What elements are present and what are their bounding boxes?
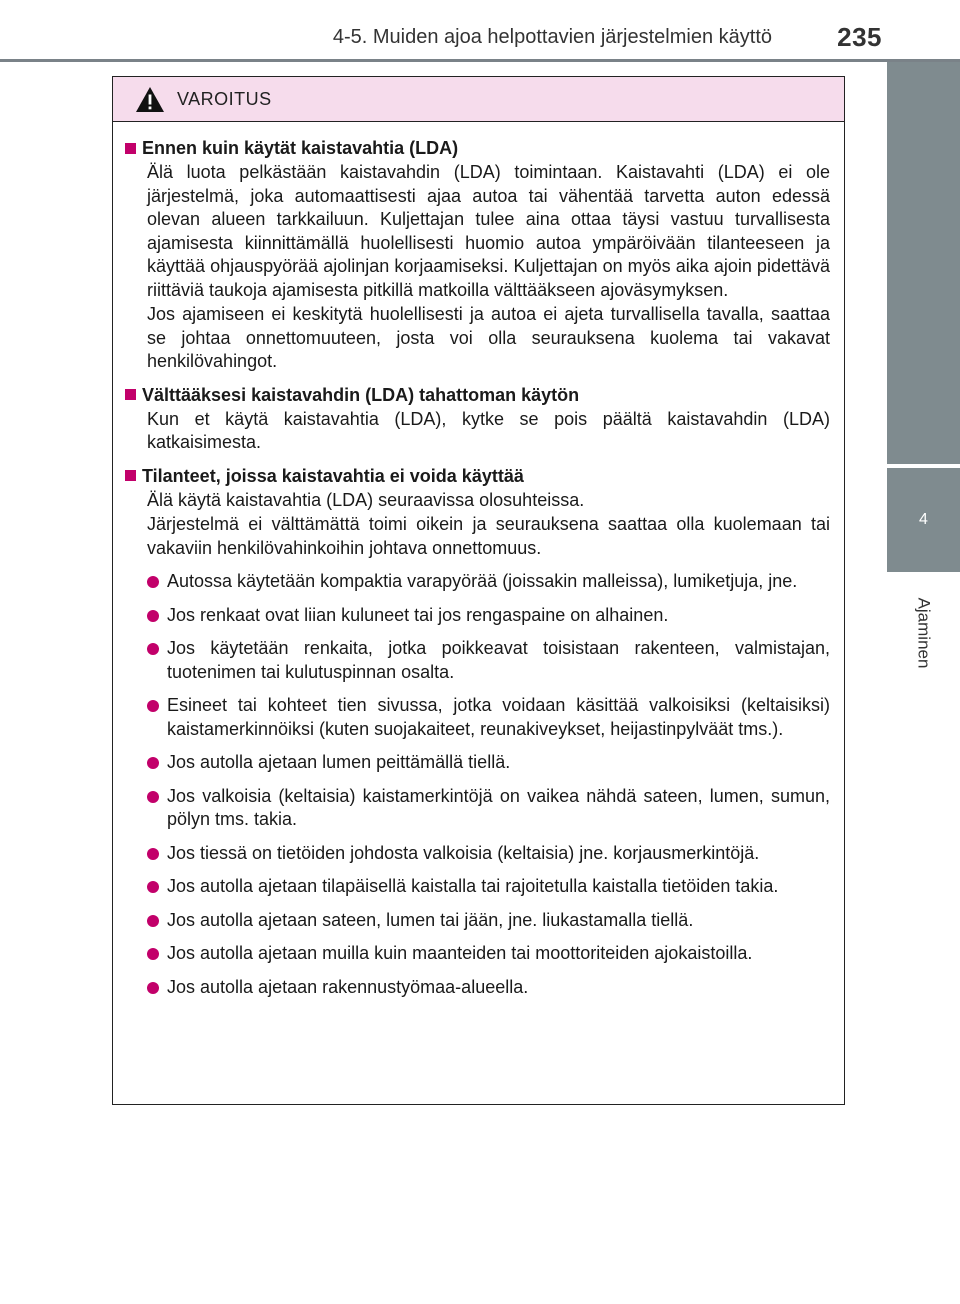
page-number: 235: [837, 22, 882, 52]
bullet-dot-icon: [147, 791, 159, 803]
warning-triangle-icon: [135, 86, 165, 113]
list-item: [125, 842, 830, 866]
paragraph: Järjestelmä ei välttämättä toimi oikein ja seurauksena saattaa olla kuolemaan tai vakaviin henkilövahinkoihin johtava onnettomuus.: [147, 514, 830, 558]
list-item-text: Jos autolla ajetaan muilla kuin maanteiden tai moottoriteiden ajokaistoilla.: [167, 943, 753, 963]
paragraph: Älä luota pelkästään kaistavahdin (LDA) toimintaan. Kaistavahti (LDA) ei ole järjestelmä, joka automaattisesti ajaa autoa tai vähentää tarvetta auton edessä olevan alueen tarkkailuun. Kuljettajan tulee aina ottaa täysi vastuu turvallisesta ajamisesta kiinnittämällä huolellisesti huomio autoa ympäröivään tilanteeseen ja käyttää ohjauspyörää ajolinjan korjaamiseksi. Kuljettajan on myös aika ajoin pidettävä riittäviä taukoja ajamisesta pitkillä matkoilla välttääkseen ajoväsymyksen.: [147, 162, 830, 300]
header-section-title: 4-5. Muiden ajoa helpottavien järjestelmien käyttö: [332, 26, 772, 48]
list-item-text: Jos autolla ajetaan sateen, lumen tai jään, jne. liukastamalla tiellä.: [167, 909, 694, 930]
list-item: [125, 570, 830, 594]
warning-body: [113, 122, 844, 999]
bullet-dot-icon: [147, 643, 159, 655]
section-title: [125, 136, 830, 160]
list-item-text: Jos valkoisia (keltaisia) kaistamerkintöjä on vaikea nähdä sateen, lumen, sumun, pölyn tms. takia.: [167, 785, 830, 829]
list-item: [125, 637, 830, 684]
section-1: [125, 136, 830, 374]
bullet-dot-icon: [147, 576, 159, 588]
list-item: [125, 976, 830, 1000]
list-item-text: Jos autolla ajetaan lumen peittämällä tiellä.: [167, 752, 511, 772]
chapter-label: [887, 578, 960, 688]
section-3: [125, 464, 830, 1000]
section-title: [125, 383, 830, 407]
section-title-text: Välttääksesi kaistavahdin (LDA) tahattoman käytön: [142, 384, 580, 405]
section-title-text: Ennen kuin käytät kaistavahtia (LDA): [142, 138, 459, 158]
section-title-text: Tilanteet, joissa kaistavahtia ei voida käyttää: [142, 465, 524, 486]
list-item-text: Jos autolla ajetaan rakennustyömaa-alueella.: [167, 976, 529, 997]
warning-header: [113, 77, 844, 122]
list-item-text: Esineet tai kohteet tien sivussa, jotka voidaan käsittää valkoisiksi (keltaisiksi) kaistamerkinnöiksi (kuten suojakaiteet, reunakiveykset, heijastinpylväät tms.).: [167, 695, 830, 739]
list-item-text: Jos autolla ajetaan tilapäisellä kaistalla tai rajoitetulla kaistalla tietöiden takia.: [167, 876, 779, 896]
list-item: [125, 694, 830, 741]
bullet-dot-icon: [147, 948, 159, 960]
warning-title: VAROITUS: [177, 88, 272, 109]
condition-list: [125, 570, 830, 999]
section-title: [125, 464, 830, 488]
bullet-dot-icon: [147, 915, 159, 927]
chapter-number-tab: 4: [887, 468, 960, 572]
list-item-text: Jos renkaat ovat liian kuluneet tai jos rengaspaine on alhainen.: [167, 604, 669, 625]
bullet-dot-icon: [147, 757, 159, 769]
header-rule: [0, 59, 960, 62]
list-item: [125, 785, 830, 832]
bullet-dot-icon: [147, 610, 159, 622]
list-item: [125, 942, 830, 966]
bullet-dot-icon: [147, 881, 159, 893]
paragraph: Jos ajamiseen ei keskitytä huolellisesti ja autoa ei ajeta turvallisella tavalla, saattaa se johtaa onnettomuuteen, josta voi olla seurauksena kuolema tai vakavat henkilövahingot.: [147, 304, 830, 371]
section-2: [125, 383, 830, 455]
bullet-dot-icon: [147, 848, 159, 860]
list-item: [125, 751, 830, 775]
square-bullet-icon: [125, 389, 136, 400]
list-item-text: Jos käytetään renkaita, jotka poikkeavat toisistaan rakenteen, valmistajan, tuotenimen tai kulutuspinnan osalta.: [167, 638, 830, 682]
square-bullet-icon: [125, 143, 136, 154]
warning-box: [112, 76, 845, 1105]
bullet-dot-icon: [147, 700, 159, 712]
chapter-label-text: Ajaminen: [914, 597, 934, 669]
list-item: [125, 875, 830, 899]
paragraph: Älä käytä kaistavahtia (LDA) seuraavissa olosuhteissa.: [147, 489, 585, 510]
list-item-text: Autossa käytetään kompaktia varapyörää (joissakin malleissa), lumiketjuja, jne.: [167, 571, 798, 591]
list-item: [125, 604, 830, 628]
bullet-dot-icon: [147, 982, 159, 994]
square-bullet-icon: [125, 470, 136, 481]
list-item: [125, 909, 830, 933]
list-item-text: Jos tiessä on tietöiden johdosta valkoisia (keltaisia) jne. korjausmerkintöjä.: [167, 842, 760, 863]
paragraph: Kun et käytä kaistavahtia (LDA), kytke se pois päältä kaistavahdin (LDA) katkaisimesta.: [147, 408, 830, 452]
chapter-tab-top: [887, 62, 960, 464]
